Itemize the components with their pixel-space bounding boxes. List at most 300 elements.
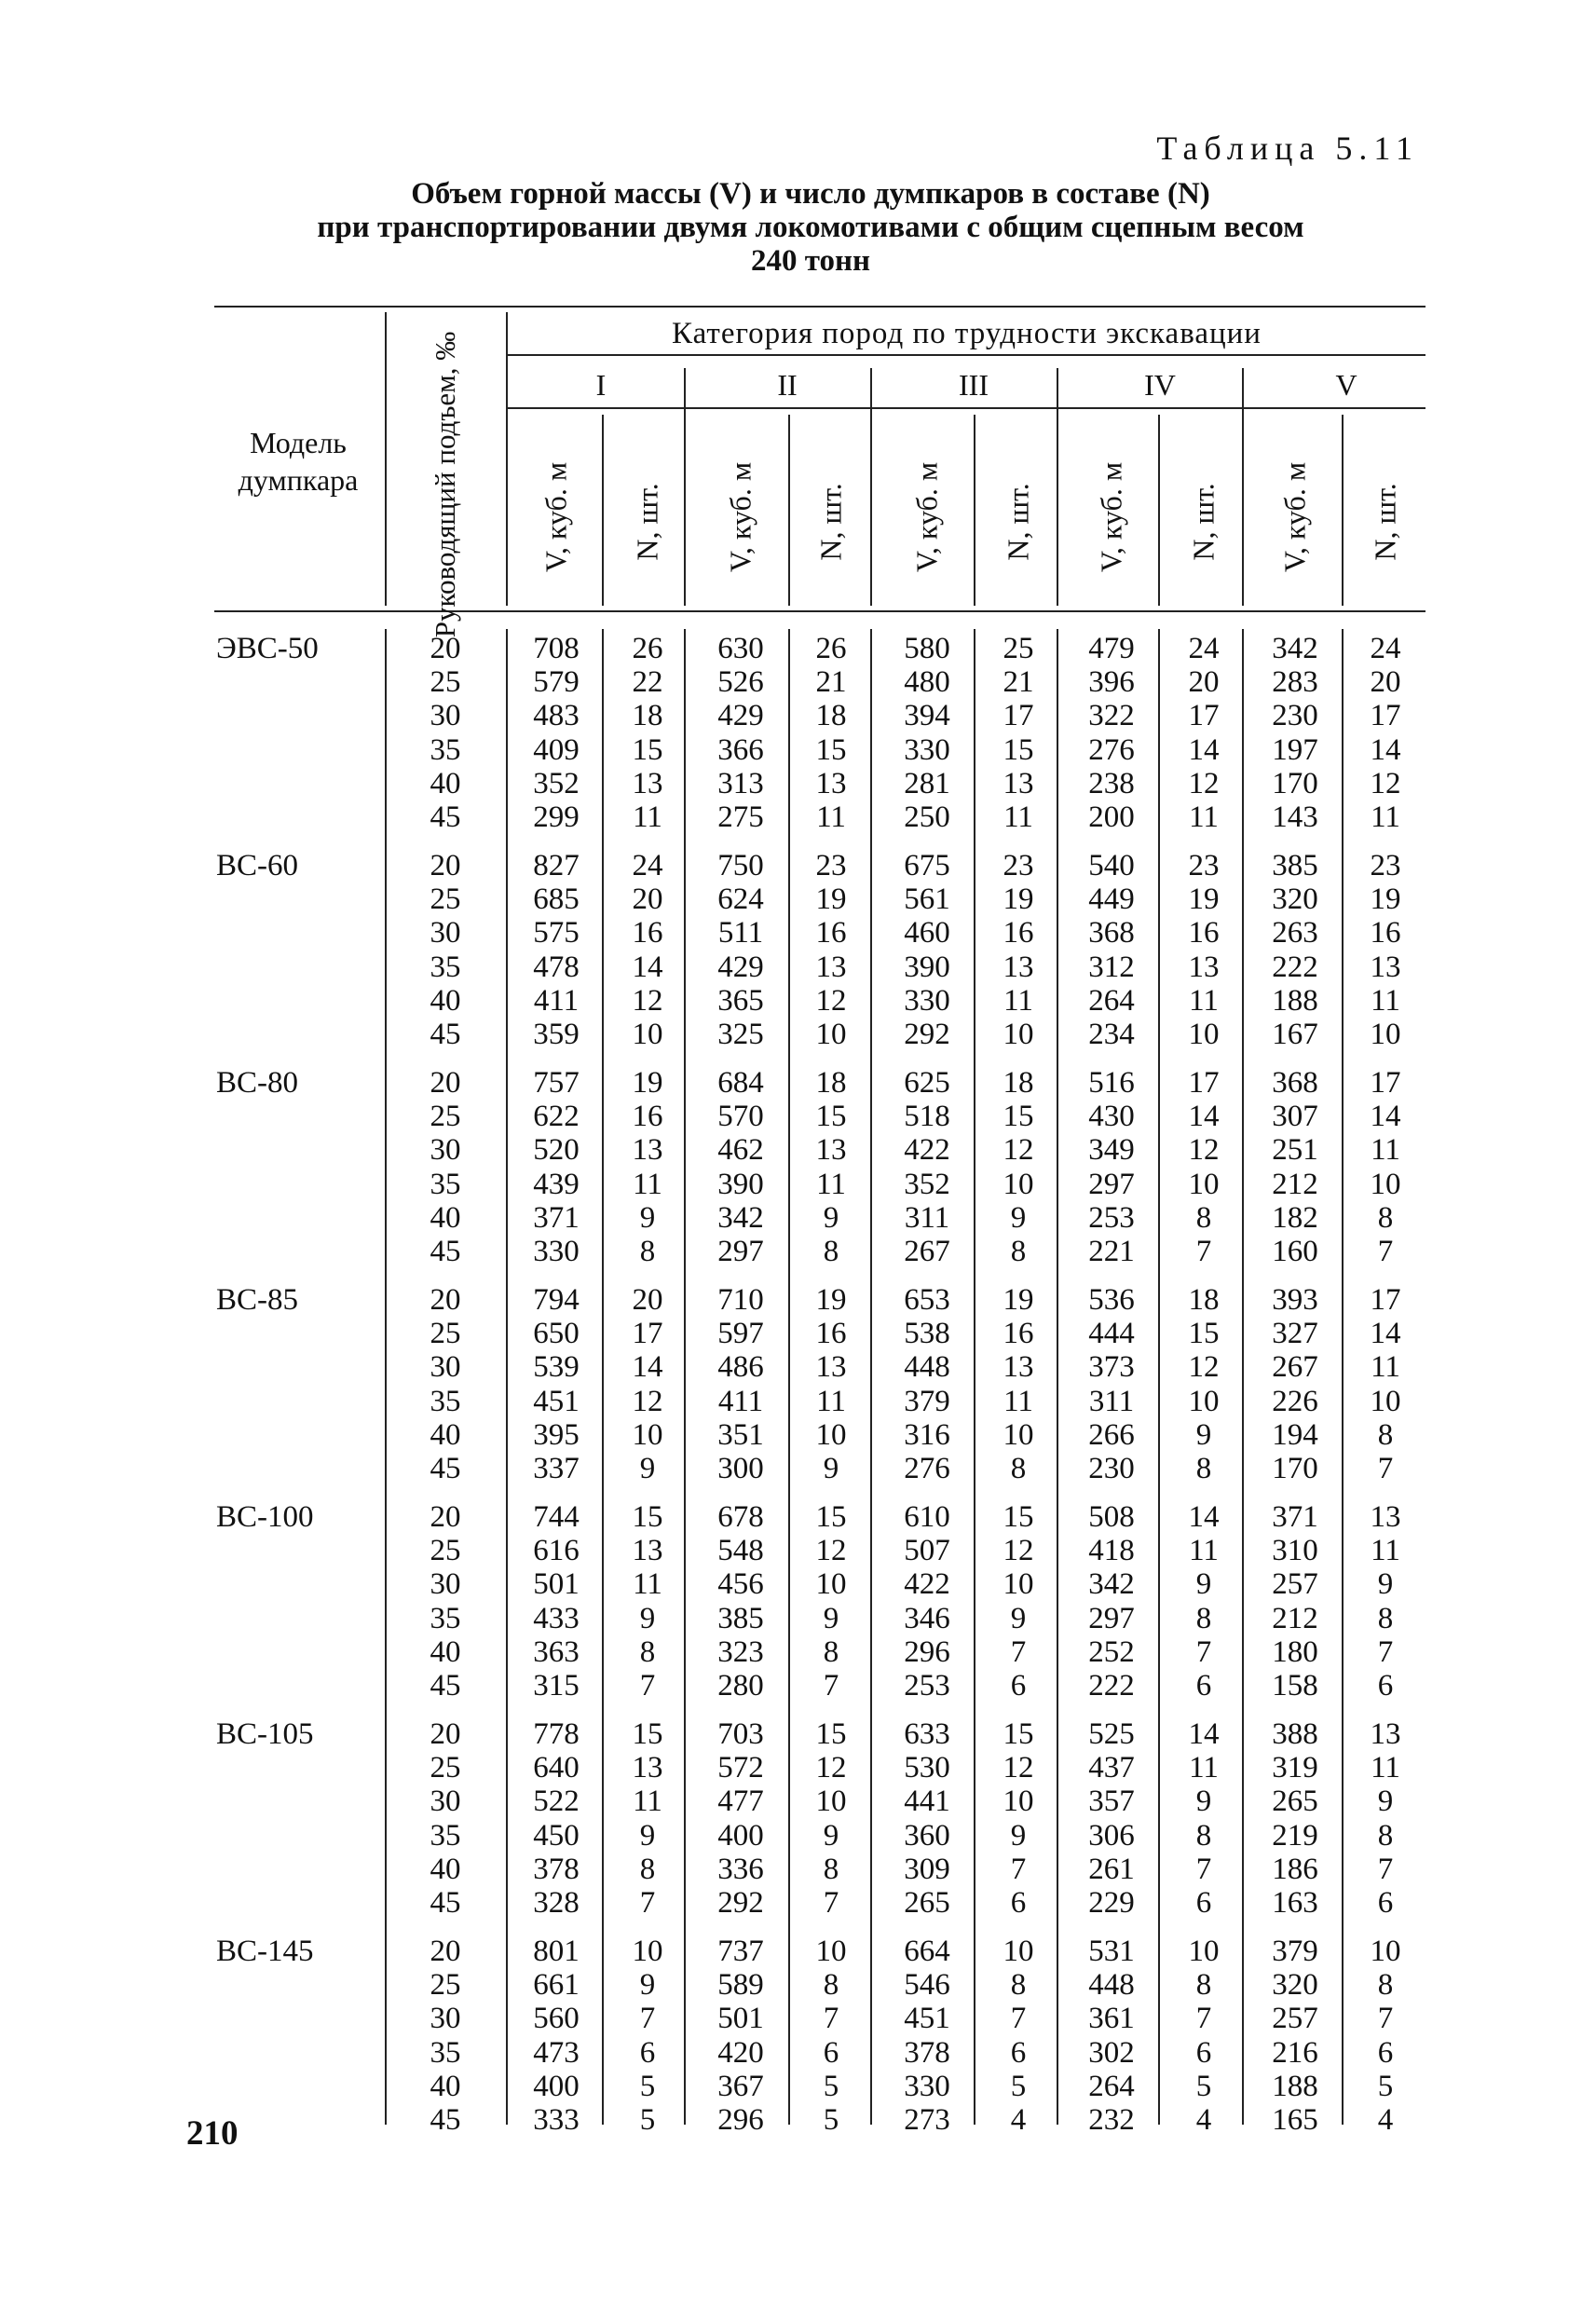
volume-cell: 363 (533, 1634, 580, 1669)
volume-cell: 230 (1088, 1452, 1135, 1485)
count-cell: 11 (1371, 1751, 1400, 1785)
count-cell: 10 (1003, 1567, 1034, 1602)
volume-cell: 367 (717, 2069, 764, 2103)
count-cell: 18 (632, 699, 663, 733)
volume-cell: 299 (533, 800, 580, 834)
count-cell: 10 (815, 1018, 847, 1051)
count-cell: 12 (632, 1384, 663, 1418)
volume-cell: 616 (533, 1534, 580, 1568)
volume-cell: 273 (904, 2103, 950, 2137)
volume-cell: 388 (1272, 1717, 1318, 1751)
volume-cell: 296 (904, 1634, 950, 1669)
volume-cell: 330 (533, 1235, 580, 1268)
category-roman-label: IV (1144, 368, 1176, 402)
table-body-divider (602, 629, 604, 2125)
volume-cell: 420 (717, 2035, 764, 2070)
volume-cell: 422 (904, 1567, 950, 1602)
count-cell: 15 (632, 1717, 663, 1751)
volume-cell: 292 (904, 1018, 950, 1051)
volume-cell: 238 (1088, 766, 1135, 800)
count-cell: 22 (632, 665, 663, 700)
volume-cell: 263 (1272, 916, 1318, 950)
grade-cell: 25 (430, 1534, 461, 1568)
volume-cell: 624 (717, 882, 764, 917)
count-cell: 19 (1003, 1283, 1034, 1317)
count-cell: 6 (1377, 1886, 1394, 1920)
count-cell: 6 (823, 2035, 839, 2070)
count-cell: 8 (1377, 1601, 1394, 1635)
count-cell: 12 (815, 983, 847, 1018)
volume-cell: 622 (533, 1100, 580, 1134)
grade-cell: 30 (430, 1567, 461, 1602)
volume-cell: 182 (1272, 1200, 1318, 1235)
volume-cell: 351 (717, 1417, 764, 1452)
count-cell: 14 (632, 950, 663, 984)
model-name: ЭВС-50 (216, 632, 319, 665)
category-roman-label: III (959, 368, 989, 402)
grade-cell: 40 (430, 1852, 461, 1886)
count-cell: 9 (823, 1818, 839, 1853)
model-column-header (214, 424, 382, 499)
count-cell: 20 (632, 1283, 663, 1317)
count-cell: 18 (1003, 1066, 1034, 1100)
volume-cell: 265 (1272, 1785, 1318, 1819)
volume-cell: 311 (904, 1200, 950, 1235)
count-cell: 10 (632, 1018, 663, 1051)
model-name: ВС-105 (216, 1717, 314, 1751)
volume-cell: 685 (533, 882, 580, 917)
count-cell: 6 (1195, 1669, 1212, 1702)
count-cell: 12 (632, 983, 663, 1018)
volume-cell: 411 (533, 983, 580, 1018)
count-cell: 10 (815, 1935, 847, 1968)
volume-cell: 186 (1272, 1852, 1318, 1886)
volume-cell: 429 (717, 950, 764, 984)
volume-cell: 307 (1272, 1100, 1318, 1134)
count-cell: 13 (1003, 1350, 1034, 1385)
table-body-divider (506, 629, 508, 2125)
title-line: Объем горной массы (V) и число думпкаров в составе (N) (411, 177, 1210, 211)
volume-cell: 165 (1272, 2103, 1318, 2137)
volume-cell: 827 (533, 849, 580, 882)
count-cell: 16 (1370, 916, 1401, 950)
count-cell: 11 (633, 1785, 662, 1819)
volume-cell: 373 (1088, 1350, 1135, 1385)
count-cell: 24 (1370, 632, 1401, 665)
volume-cell: 473 (533, 2035, 580, 2070)
count-cell: 16 (815, 916, 847, 950)
volume-cell: 283 (1272, 665, 1318, 700)
volume-cell: 539 (533, 1350, 580, 1385)
count-cell: 19 (815, 1283, 847, 1317)
volume-cell: 280 (717, 1669, 764, 1702)
count-cell: 8 (639, 1235, 656, 1268)
volume-cell: 188 (1272, 2069, 1318, 2103)
volume-cell: 572 (717, 1751, 764, 1785)
volume-cell: 327 (1272, 1317, 1318, 1351)
count-cell: 7 (1377, 1235, 1394, 1268)
count-cell: 11 (1003, 1384, 1033, 1418)
volume-cell: 538 (904, 1317, 950, 1351)
count-cell: 11 (1189, 800, 1219, 834)
count-cell: 21 (815, 665, 847, 700)
volume-cell: 630 (717, 632, 764, 665)
count-cell: 26 (632, 632, 663, 665)
table-body-divider (1057, 629, 1058, 2125)
count-cell: 11 (1371, 800, 1400, 834)
count-cell: 20 (1188, 665, 1220, 700)
volume-cell: 516 (1088, 1066, 1135, 1100)
count-cell: 14 (1188, 1717, 1220, 1751)
volume-cell: 479 (1088, 632, 1135, 665)
count-cell: 6 (1010, 1669, 1027, 1702)
count-cell: 13 (815, 950, 847, 984)
grade-cell: 25 (430, 665, 461, 700)
grade-cell: 25 (430, 1751, 461, 1785)
grade-cell: 30 (430, 2002, 461, 2036)
count-cell: 6 (639, 2035, 656, 2070)
count-cell: 14 (1370, 1100, 1401, 1134)
count-cell: 10 (1003, 1018, 1034, 1051)
grade-column-header: Руководящий подъем, ‰ (429, 331, 461, 638)
volume-cell: 801 (533, 1935, 580, 1968)
count-cell: 8 (1195, 1818, 1212, 1853)
count-cell: 7 (823, 2002, 839, 2036)
count-cell: 14 (1188, 1100, 1220, 1134)
count-cell: 9 (1195, 1417, 1212, 1452)
count-cell: 10 (1003, 1935, 1034, 1968)
table-body-divider (1342, 629, 1344, 2125)
table-body-divider (1158, 629, 1160, 2125)
volume-cell: 325 (717, 1018, 764, 1051)
count-cell: 8 (823, 1852, 839, 1886)
count-cell: 12 (815, 1751, 847, 1785)
volume-cell: 451 (904, 2002, 950, 2036)
volume-cell: 451 (533, 1384, 580, 1418)
count-cell: 13 (1370, 950, 1401, 984)
count-cell: 9 (639, 1200, 656, 1235)
volume-cell: 361 (1088, 2002, 1135, 2036)
count-cell: 17 (1188, 1066, 1220, 1100)
volume-cell: 378 (533, 1852, 580, 1886)
volume-cell: 501 (533, 1567, 580, 1602)
category-roman-label: I (595, 368, 607, 402)
volume-cell: 525 (1088, 1717, 1135, 1751)
count-cell: 8 (639, 1852, 656, 1886)
volume-cell: 400 (717, 1818, 764, 1853)
volume-cell: 297 (1088, 1601, 1135, 1635)
volume-cell: 507 (904, 1534, 950, 1568)
volume-cell: 368 (1272, 1066, 1318, 1100)
count-cell: 15 (815, 1717, 847, 1751)
volume-cell: 342 (717, 1200, 764, 1235)
count-cell: 9 (823, 1601, 839, 1635)
volume-count-divider (1158, 415, 1160, 606)
count-column-header: N, шт. (1001, 483, 1035, 561)
volume-cell: 462 (717, 1133, 764, 1168)
grade-cell: 20 (430, 1066, 461, 1100)
count-cell: 13 (1003, 766, 1034, 800)
count-column-header: N, шт. (813, 483, 848, 561)
volume-cell: 570 (717, 1100, 764, 1134)
count-cell: 9 (1010, 1601, 1027, 1635)
count-cell: 24 (1188, 632, 1220, 665)
volume-cell: 610 (904, 1500, 950, 1534)
volume-cell: 437 (1088, 1751, 1135, 1785)
grade-cell: 35 (430, 732, 461, 767)
table-body-divider (974, 629, 975, 2125)
count-cell: 11 (816, 1384, 846, 1418)
volume-cell: 379 (904, 1384, 950, 1418)
count-cell: 10 (1003, 1785, 1034, 1819)
count-cell: 5 (639, 2103, 656, 2137)
volume-cell: 511 (717, 916, 764, 950)
volume-cell: 336 (717, 1852, 764, 1886)
count-cell: 9 (1377, 1785, 1394, 1819)
count-cell: 17 (632, 1317, 663, 1351)
volume-cell: 230 (1272, 699, 1318, 733)
count-cell: 9 (1195, 1785, 1212, 1819)
count-cell: 20 (632, 882, 663, 917)
count-cell: 12 (1188, 1133, 1220, 1168)
count-cell: 7 (1377, 1852, 1394, 1886)
grade-cell: 40 (430, 1417, 461, 1452)
count-cell: 23 (1188, 849, 1220, 882)
count-cell: 16 (1003, 1317, 1034, 1351)
volume-cell: 395 (533, 1417, 580, 1452)
volume-cell: 330 (904, 732, 950, 767)
volume-cell: 371 (1272, 1500, 1318, 1534)
category-group-divider (684, 368, 686, 606)
count-cell: 14 (1188, 1500, 1220, 1534)
grade-right-rule (506, 312, 508, 606)
volume-cell: 257 (1272, 2002, 1318, 2036)
volume-cell: 508 (1088, 1500, 1135, 1534)
count-cell: 7 (823, 1886, 839, 1920)
volume-cell: 143 (1272, 800, 1318, 834)
count-cell: 11 (816, 800, 846, 834)
count-cell: 15 (1003, 1717, 1034, 1751)
volume-cell: 393 (1272, 1283, 1318, 1317)
grade-cell: 25 (430, 1317, 461, 1351)
volume-cell: 352 (904, 1167, 950, 1201)
volume-cell: 684 (717, 1066, 764, 1100)
volume-cell: 306 (1088, 1818, 1135, 1853)
volume-cell: 309 (904, 1852, 950, 1886)
volume-cell: 266 (1088, 1417, 1135, 1452)
grade-cell: 25 (430, 1100, 461, 1134)
volume-cell: 297 (717, 1235, 764, 1268)
count-cell: 9 (639, 1452, 656, 1485)
volume-cell: 450 (533, 1818, 580, 1853)
count-cell: 9 (1195, 1567, 1212, 1602)
volume-cell: 794 (533, 1283, 580, 1317)
count-cell: 8 (823, 1634, 839, 1669)
volume-cell: 330 (904, 2069, 950, 2103)
volume-cell: 579 (533, 665, 580, 700)
count-cell: 7 (1010, 2002, 1027, 2036)
count-cell: 20 (1370, 665, 1401, 700)
model-name: ВС-80 (216, 1066, 299, 1100)
count-cell: 5 (1195, 2069, 1212, 2103)
count-cell: 5 (823, 2103, 839, 2137)
volume-cell: 546 (904, 1968, 950, 2003)
count-cell: 8 (639, 1634, 656, 1669)
volume-cell: 365 (717, 983, 764, 1018)
count-cell: 7 (1195, 1852, 1212, 1886)
volume-cell: 234 (1088, 1018, 1135, 1051)
count-cell: 13 (1003, 950, 1034, 984)
count-cell: 7 (639, 1669, 656, 1702)
grade-cell: 20 (430, 632, 461, 665)
volume-cell: 664 (904, 1935, 950, 1968)
volume-count-divider (788, 415, 790, 606)
count-cell: 15 (1003, 1500, 1034, 1534)
page-number: 210 (186, 2114, 239, 2153)
volume-cell: 378 (904, 2035, 950, 2070)
count-cell: 18 (815, 1066, 847, 1100)
count-cell: 8 (1195, 1601, 1212, 1635)
count-cell: 11 (1371, 1350, 1400, 1385)
count-cell: 21 (1003, 665, 1034, 700)
count-cell: 11 (1189, 1751, 1219, 1785)
volume-column-header: V, куб. м (539, 461, 573, 573)
table-top-rule (214, 306, 1425, 308)
volume-cell: 575 (533, 916, 580, 950)
volume-cell: 536 (1088, 1283, 1135, 1317)
volume-cell: 229 (1088, 1886, 1135, 1920)
count-cell: 9 (1010, 1200, 1027, 1235)
count-cell: 12 (1188, 1350, 1220, 1385)
count-cell: 10 (815, 1417, 847, 1452)
table-body-divider (1242, 629, 1244, 2125)
volume-cell: 522 (533, 1785, 580, 1819)
grade-cell: 45 (430, 1018, 461, 1051)
grade-cell: 30 (430, 1785, 461, 1819)
table-title (186, 177, 1435, 278)
volume-cell: 708 (533, 632, 580, 665)
count-cell: 14 (1188, 732, 1220, 767)
volume-cell: 330 (904, 983, 950, 1018)
count-cell: 7 (1195, 1235, 1212, 1268)
volume-cell: 276 (1088, 732, 1135, 767)
count-cell: 5 (1377, 2069, 1394, 2103)
count-cell: 7 (639, 2002, 656, 2036)
count-cell: 23 (1370, 849, 1401, 882)
count-cell: 18 (815, 699, 847, 733)
count-cell: 23 (1003, 849, 1034, 882)
count-cell: 13 (1188, 950, 1220, 984)
table-body-divider (870, 629, 872, 2125)
volume-cell: 409 (533, 732, 580, 767)
count-cell: 19 (1188, 882, 1220, 917)
count-column-header: N, шт. (1368, 483, 1402, 561)
title-line: при транспортировании двумя локомотивами с общим сцепным весом (317, 211, 1304, 244)
count-cell: 14 (1370, 732, 1401, 767)
volume-cell: 633 (904, 1717, 950, 1751)
volume-column-header: V, куб. м (909, 461, 944, 573)
count-cell: 5 (823, 2069, 839, 2103)
volume-cell: 411 (717, 1384, 764, 1418)
volume-cell: 477 (717, 1785, 764, 1819)
volume-cell: 328 (533, 1886, 580, 1920)
grade-cell: 20 (430, 1717, 461, 1751)
count-cell: 6 (1010, 1886, 1027, 1920)
volume-cell: 448 (904, 1350, 950, 1385)
category-group-divider (870, 368, 872, 606)
count-cell: 4 (1010, 2103, 1027, 2137)
volume-cell: 661 (533, 1968, 580, 2003)
volume-cell: 346 (904, 1601, 950, 1635)
count-cell: 8 (823, 1235, 839, 1268)
volume-cell: 342 (1272, 632, 1318, 665)
category-roman-label: V (1335, 368, 1357, 402)
volume-cell: 757 (533, 1066, 580, 1100)
count-cell: 7 (1377, 2002, 1394, 2036)
count-cell: 12 (815, 1534, 847, 1568)
count-cell: 18 (1188, 1283, 1220, 1317)
volume-cell: 433 (533, 1601, 580, 1635)
count-cell: 9 (639, 1968, 656, 2003)
grade-cell: 25 (430, 882, 461, 917)
volume-cell: 226 (1272, 1384, 1318, 1418)
grade-cell: 35 (430, 2035, 461, 2070)
count-cell: 7 (1195, 1634, 1212, 1669)
volume-cell: 261 (1088, 1852, 1135, 1886)
volume-cell: 456 (717, 1567, 764, 1602)
volume-cell: 520 (533, 1133, 580, 1168)
volume-cell: 170 (1272, 1452, 1318, 1485)
volume-cell: 390 (717, 1167, 764, 1201)
volume-cell: 750 (717, 849, 764, 882)
count-cell: 15 (815, 1100, 847, 1134)
volume-cell: 188 (1272, 983, 1318, 1018)
volume-cell: 778 (533, 1717, 580, 1751)
volume-cell: 650 (533, 1317, 580, 1351)
volume-cell: 478 (533, 950, 580, 984)
count-cell: 11 (1003, 800, 1033, 834)
volume-count-divider (974, 415, 975, 606)
category-roman-label: II (777, 368, 798, 402)
count-cell: 8 (1195, 1968, 1212, 2003)
grade-cell: 20 (430, 1283, 461, 1317)
volume-cell: 357 (1088, 1785, 1135, 1819)
count-cell: 13 (632, 1133, 663, 1168)
count-cell: 10 (1003, 1417, 1034, 1452)
volume-cell: 444 (1088, 1317, 1135, 1351)
volume-cell: 250 (904, 800, 950, 834)
volume-column-header: V, куб. м (1277, 461, 1312, 573)
count-cell: 16 (1188, 916, 1220, 950)
volume-cell: 518 (904, 1100, 950, 1134)
volume-cell: 625 (904, 1066, 950, 1100)
volume-cell: 460 (904, 916, 950, 950)
volume-cell: 360 (904, 1818, 950, 1853)
volume-cell: 292 (717, 1886, 764, 1920)
volume-cell: 394 (904, 699, 950, 733)
count-cell: 12 (1370, 766, 1401, 800)
volume-cell: 315 (533, 1669, 580, 1702)
count-cell: 6 (1377, 1669, 1394, 1702)
volume-cell: 222 (1272, 950, 1318, 984)
volume-cell: 180 (1272, 1634, 1318, 1669)
count-cell: 12 (1003, 1534, 1034, 1568)
volume-cell: 418 (1088, 1534, 1135, 1568)
grade-cell: 45 (430, 1452, 461, 1485)
volume-cell: 275 (717, 800, 764, 834)
grade-cell: 35 (430, 1384, 461, 1418)
volume-cell: 265 (904, 1886, 950, 1920)
